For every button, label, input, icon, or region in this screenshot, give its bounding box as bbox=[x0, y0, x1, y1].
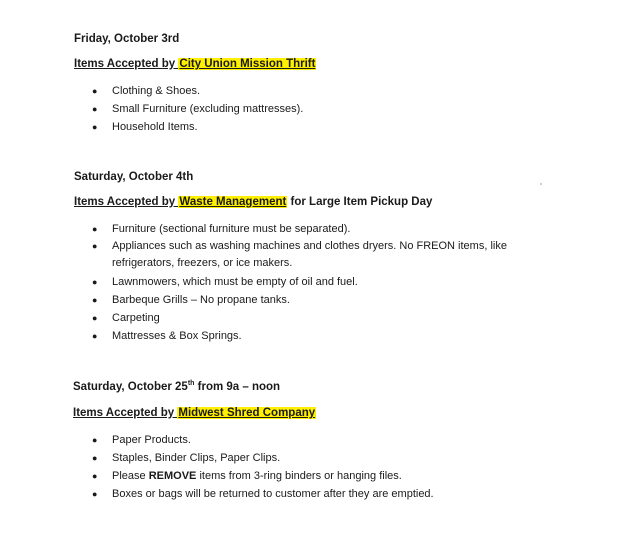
list-item: ● Mattresses & Box Springs. bbox=[92, 327, 542, 345]
list-item: ● Appliances such as washing machines and clothes dryers. No FREON items, like refrigerators, freezers, or ice makers. bbox=[92, 240, 507, 269]
list-item: ● Please REMOVE items from 3-ring binders or hanging files. bbox=[92, 467, 434, 485]
bullet-icon: ● bbox=[92, 331, 98, 341]
section-date: Saturday, October 25th from 9a – noon bbox=[73, 380, 281, 393]
bullet-icon: ● bbox=[92, 277, 98, 287]
list-item: ● Carpeting bbox=[92, 309, 542, 327]
section-heading bbox=[74, 196, 432, 208]
bullet-icon: ● bbox=[92, 86, 98, 96]
item-list bbox=[92, 82, 303, 136]
bullet-icon: ● bbox=[92, 489, 98, 499]
bullet-icon: ● bbox=[92, 104, 98, 114]
section-heading bbox=[74, 58, 316, 70]
item-list bbox=[92, 431, 434, 503]
organization-name: Midwest Shred Company bbox=[178, 407, 316, 419]
bullet-icon: ● bbox=[92, 435, 98, 445]
section-heading bbox=[73, 407, 316, 419]
heading-suffix: for Large Item Pickup Day bbox=[287, 196, 433, 208]
list-item: ● Boxes or bags will be returned to customer after they are emptied. bbox=[92, 485, 434, 503]
bullet-icon: ● bbox=[92, 453, 98, 463]
scan-speck bbox=[540, 183, 542, 185]
heading-prefix: Items Accepted by bbox=[74, 58, 179, 70]
list-item: ● Household Items. bbox=[92, 118, 303, 136]
bullet-icon: ● bbox=[92, 295, 98, 305]
bullet-icon: ● bbox=[92, 122, 98, 132]
list-item: ● Barbeque Grills – No propane tanks. bbox=[92, 291, 542, 309]
heading-prefix: Items Accepted by bbox=[73, 407, 178, 419]
bullet-icon: ● bbox=[92, 471, 98, 481]
list-item: ● Lawnmowers, which must be empty of oil and fuel. bbox=[92, 273, 542, 291]
bullet-icon: ● bbox=[92, 241, 98, 251]
list-item: ● Furniture (sectional furniture must be separated). bbox=[92, 220, 542, 238]
organization-name: Waste Management bbox=[179, 196, 287, 208]
organization-name: City Union Mission Thrift bbox=[179, 58, 316, 70]
bullet-icon: ● bbox=[92, 313, 98, 323]
heading-prefix: Items Accepted by bbox=[74, 196, 179, 208]
section-date: Friday, October 3rd bbox=[74, 33, 180, 45]
list-item: ● Clothing & Shoes. bbox=[92, 82, 303, 100]
list-item: ● Small Furniture (excluding mattresses). bbox=[92, 100, 303, 118]
bullet-icon: ● bbox=[92, 224, 98, 234]
section-date: Saturday, October 4th bbox=[74, 171, 194, 183]
item-list bbox=[92, 220, 542, 345]
list-item: ● Paper Products. bbox=[92, 431, 434, 449]
list-item: ● Staples, Binder Clips, Paper Clips. bbox=[92, 449, 434, 467]
